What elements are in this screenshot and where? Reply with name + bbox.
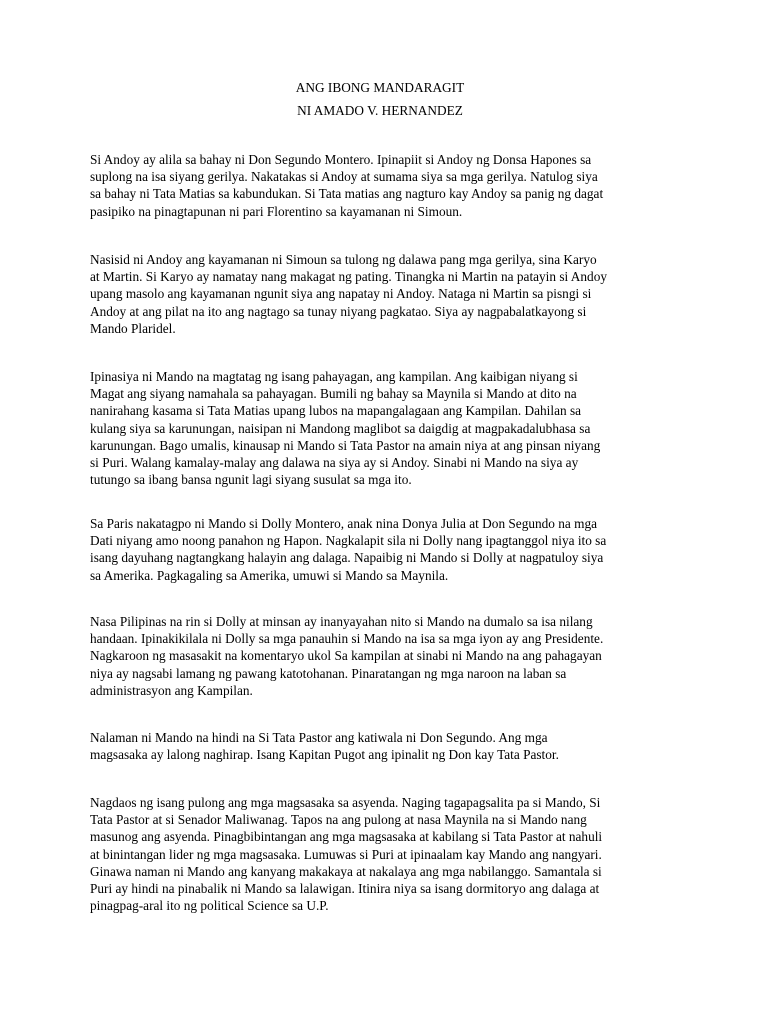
document-author: NI AMADO V. HERNANDEZ (297, 103, 463, 118)
paragraph-2: Nasisid ni Andoy ang kayamanan ni Simoun sa tulong ng dalawa pang mga gerilya, sina Karyo at Martin. Si Karyo ay namatay nang makagat ng pating. Tinangka ni Martin na patayin si Andoy upang masolo ang kayamanan ngunit siya ang napatay ni Andoy. Nataga ni Martin sa pisngi si Andoy at ang pilat na ito ang nagtago sa tunay niyang pagkatao. Siya ay nagpabalatkayong si Mando Plaridel. (90, 252, 608, 336)
paragraph-4: Sa Paris nakatagpo ni Mando si Dolly Montero, anak nina Donya Julia at Don Segundo na mga Dati niyang amo noong panahon ng Hapon. Nagkalapit sila ni Dolly nang ipagtanggol niya ito sa isang dayuhang nagtangkang halayin ang dalaga. Napaibig ni Mando si Dolly at nagpatuloy siya sa Amerika. Pagkagaling sa Amerika, umuwi si Mando sa Maynila. (90, 516, 607, 583)
paragraph-1: Si Andoy ay alila sa bahay ni Don Segundo Montero. Ipinapiit si Andoy ng Donsa Hapones sa suplong na isa siyang gerilya. Nakatakas si Andoy at sumama siya sa mga gerilya. Natulog siya sa bahay ni Tata Matias sa kabundukan. Si Tata matias ang nagturo kay Andoy sa panig ng dagat pasipiko na pinagtapunan ni pari Florentino sa kayamanan ni Simoun. (90, 152, 604, 219)
paragraph-5: Nasa Pilipinas na rin si Dolly at minsan ay inanyayahan nito si Mando na dumalo sa isa nilang handaan. Ipinakikilala ni Dolly sa mga panauhin si Mando na isa sa mga iyon ay ang Presidente. Nagkaroon ng masasakit na komentaryo ukol Sa kampilan at sinabi ni Mando na ang pahagayan niya ay nagsabi lamang ng pawang katotohanan. Pinaratangan ng mga naroon na laban sa administrasyon ang Kampilan. (90, 614, 604, 698)
document-title: ANG IBONG MANDARAGIT (295, 80, 465, 95)
paragraph-3: Ipinasiya ni Mando na magtatag ng isang pahayagan, ang kampilan. Ang kaibigan niyang si Magat ang siyang namahala sa pahayagan. Bumili ng bahay sa Maynila si Mando at dito na nanirahang kasama si Tata Matias upang lubos na mapangalagaan ang Kampilan. Dahilan sa kulang siya sa karunungan, naisipan ni Mandong maglibot sa daigdig at magpakadalubhasa sa karunungan. Bago umalis, kinausap ni Mando si Tata Pastor na amain niya at ang pinsan niyang si Puri. Walang kamalay-malay ang dalawa na siya ay si Andoy. Sinabi ni Mando na siya ay tutungo sa ibang bansa ngunit lagi siyang susulat sa mga ito. (90, 369, 601, 488)
paragraph-6: Nalaman ni Mando na hindi na Si Tata Pastor ang katiwala ni Don Segundo. Ang mga magsasaka ay lalong naghirap. Isang Kapitan Pugot ang ipinalit ng Don kay Tata Pastor. (90, 730, 559, 763)
paragraph-7: Nagdaos ng isang pulong ang mga magsasaka sa asyenda. Naging tagapagsalita pa si Mando, Si Tata Pastor at si Senador Maliwanag. Tapos na ang pulong at nasa Maynila na si Mando nang masunog ang asyenda. Pinagbibintangan ang mga magsasaka at kabilang si Tata Pastor at nahuli at binintangan lider ng mga magsasaka. Lumuwas si Puri at ipinaalam kay Mando ang nangyari. Ginawa naman ni Mando ang kanyang makakaya at nakalaya ang mga nabilanggo. Samantala si Puri ay hindi na pinabalik ni Mando sa lalawigan. Itinira niya sa isang dormitoryo ang dalaga at pinagpag-aral ito ng political Science sa U.P. (90, 795, 603, 914)
